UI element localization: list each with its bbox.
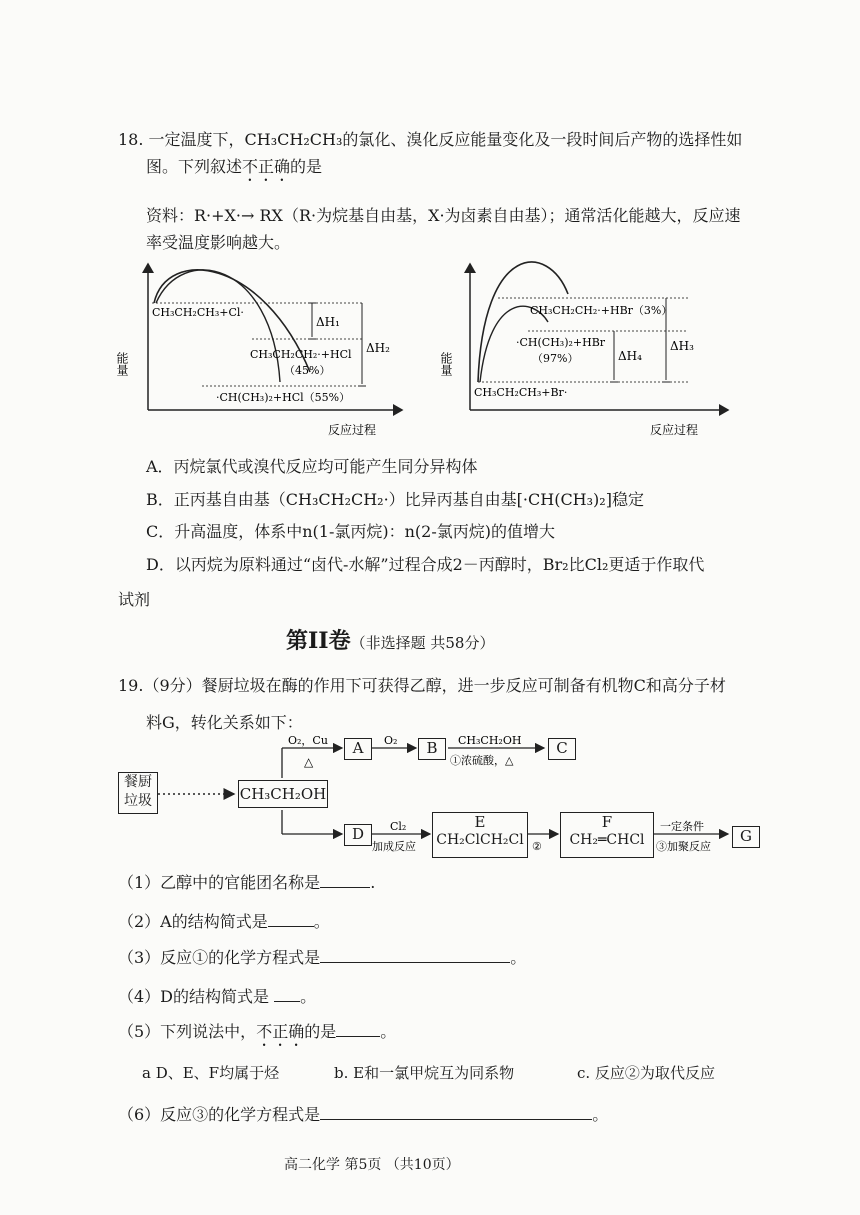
left-product1-pct: （45%） <box>284 364 331 377</box>
cond-o2: O₂ <box>384 734 398 747</box>
box-food-waste: 餐厨垃圾 <box>118 772 158 814</box>
left-ylabel: 能量 <box>115 352 129 376</box>
q19-subq-4-text: （4）D的结构简式是 <box>118 987 275 1006</box>
answer-blank-2[interactable] <box>268 910 314 927</box>
q19-subq-3-end: 。 <box>510 948 527 967</box>
q19-subq-6-end: 。 <box>592 1105 609 1124</box>
q19-subq-4-end: 。 <box>300 987 317 1006</box>
left-product1-label: CH₃CH₂CH₂·+HCl <box>250 348 352 361</box>
left-product2-label: ·CH(CH₃)₂+HCl（55%） <box>216 391 351 404</box>
box-d: D <box>344 824 372 846</box>
right-reactant-label: CH₃CH₂CH₃+Br· <box>474 386 568 399</box>
box-a: A <box>344 738 372 760</box>
q19-subq-3-text: （3）反应①的化学方程式是 <box>118 948 321 967</box>
cond-ethanol: CH₃CH₂OH <box>458 734 522 747</box>
q19-subq-3 <box>118 946 526 968</box>
left-xlabel: 反应过程 <box>328 423 377 437</box>
box-e-formula: CH₂ClCH₂Cl <box>436 832 524 848</box>
section2-title: 第II卷 <box>286 628 351 654</box>
q19-subq-6-text: （6）反应③的化学方程式是 <box>118 1105 321 1124</box>
answer-blank-3[interactable] <box>320 946 510 963</box>
q19-subq-1-end: . <box>370 873 376 892</box>
q18-option-d: D．以丙烷为原料通过“卤代-水解”过程合成2－丙醇时，Br₂比Cl₂更适于作取代 <box>146 555 705 574</box>
q18-info-line1: 资料：R·+X·→ RX（R·为烷基自由基，X·为卤素自由基）；通常活化能越大，反应速 <box>146 206 741 225</box>
q18-stem-line2 <box>146 157 322 185</box>
cond-o2-cu: O₂，Cu <box>288 734 328 747</box>
box-b: B <box>418 738 446 760</box>
right-product2-pct: （97%） <box>532 352 579 365</box>
q19-subq-5-text-a: （5）下列说法中， <box>118 1022 257 1041</box>
q18-emphasis-not-correct: 不正确 <box>242 157 291 176</box>
q19-choice-a: a D、E、F均属于烃 <box>142 1064 280 1082</box>
q18-info-line2: 率受温度影响越大。 <box>146 233 291 252</box>
right-ylabel: 能量 <box>439 352 453 376</box>
q19-subq-5 <box>118 1020 396 1050</box>
cond-polymerization: ③加聚反应 <box>656 840 711 853</box>
left-reactant-label: CH₃CH₂CH₃+Cl· <box>152 306 244 319</box>
bromination-energy-diagram <box>438 252 738 442</box>
q18-option-d-cont: 试剂 <box>118 590 151 609</box>
box-f <box>560 812 654 858</box>
cond-heat-1: △ <box>304 755 314 769</box>
box-f-name: F <box>601 813 613 831</box>
q19-subq-5-end: 。 <box>380 1022 397 1041</box>
box-e <box>432 812 528 858</box>
right-dh3-label: ΔH₃ <box>670 339 694 353</box>
section2-heading <box>286 624 494 655</box>
q18-stem-line1: 18. 一定温度下，CH₃CH₂CH₃的氯化、溴化反应能量变化及一段时间后产物的选择性如 <box>118 130 743 149</box>
page-footer: 高二化学 第5页 （共10页） <box>284 1157 460 1173</box>
q18-option-c: C．升高温度，体系中n(1-氯丙烷)：n(2-氯丙烷)的值增大 <box>146 522 555 541</box>
q19-stem-line2: 料G，转化关系如下： <box>146 713 303 732</box>
q19-subq-4 <box>118 985 316 1007</box>
section2-subtitle: （非选择题 共58分） <box>350 634 495 652</box>
left-curve-2 <box>156 270 280 382</box>
cond-h2so4: ①浓硫酸，△ <box>450 754 514 767</box>
q19-subq-2 <box>118 910 330 932</box>
q19-choice-c: c. 反应②为取代反应 <box>577 1064 715 1082</box>
q19-subq-5-text-b: 的是 <box>304 1022 337 1041</box>
q19-subq-2-text: （2）A的结构简式是 <box>118 912 268 931</box>
right-xlabel: 反应过程 <box>650 423 699 437</box>
q19-subq-1 <box>118 871 375 893</box>
cond-certain: 一定条件 <box>660 820 704 833</box>
q19-emphasis-not-correct: 不正确 <box>256 1022 305 1041</box>
cond-addition: 加成反应 <box>372 840 416 853</box>
right-product1-label: CH₃CH₂CH₂·+HBr（3%） <box>530 304 673 317</box>
box-ethanol: CH₃CH₂OH <box>238 780 328 808</box>
answer-blank-1[interactable] <box>320 871 370 888</box>
q18-stem-line2-b: 的是 <box>290 157 323 176</box>
box-f-formula: CH₂═CHCl <box>569 832 645 848</box>
q19-choice-b: b. E和一氯甲烷互为同系物 <box>334 1064 515 1082</box>
chlorination-energy-diagram <box>112 252 412 442</box>
box-c: C <box>548 738 576 760</box>
box-e-name: E <box>474 813 486 831</box>
left-dh1-label: ΔH₁ <box>316 315 340 329</box>
left-dh2-label: ΔH₂ <box>366 341 390 355</box>
cond-2: ② <box>532 840 542 853</box>
q18-option-a: A．丙烷氯代或溴代反应均可能产生同分异构体 <box>146 457 478 476</box>
right-product2-label: ·CH(CH₃)₂+HBr <box>516 336 606 349</box>
q19-subq-1-text: （1）乙醇中的官能团名称是 <box>118 873 321 892</box>
box-g: G <box>732 826 760 848</box>
answer-blank-5[interactable] <box>336 1020 380 1037</box>
q19-subq-6 <box>118 1103 608 1125</box>
right-dh4-label: ΔH₄ <box>618 349 642 363</box>
answer-blank-4[interactable] <box>274 985 300 1002</box>
q19-stem-line1: 19.（9分）餐厨垃圾在酶的作用下可获得乙醇，进一步反应可制备有机物C和高分子材 <box>118 676 726 695</box>
q18-option-b: B．正丙基自由基（CH₃CH₂CH₂·）比异丙基自由基[·CH(CH₃)₂]稳定 <box>146 490 644 509</box>
q19-subq-2-end: 。 <box>313 912 330 931</box>
cond-cl2: Cl₂ <box>390 820 407 833</box>
answer-blank-6[interactable] <box>320 1103 592 1120</box>
q18-stem-line2-a: 图。下列叙述 <box>146 157 243 176</box>
